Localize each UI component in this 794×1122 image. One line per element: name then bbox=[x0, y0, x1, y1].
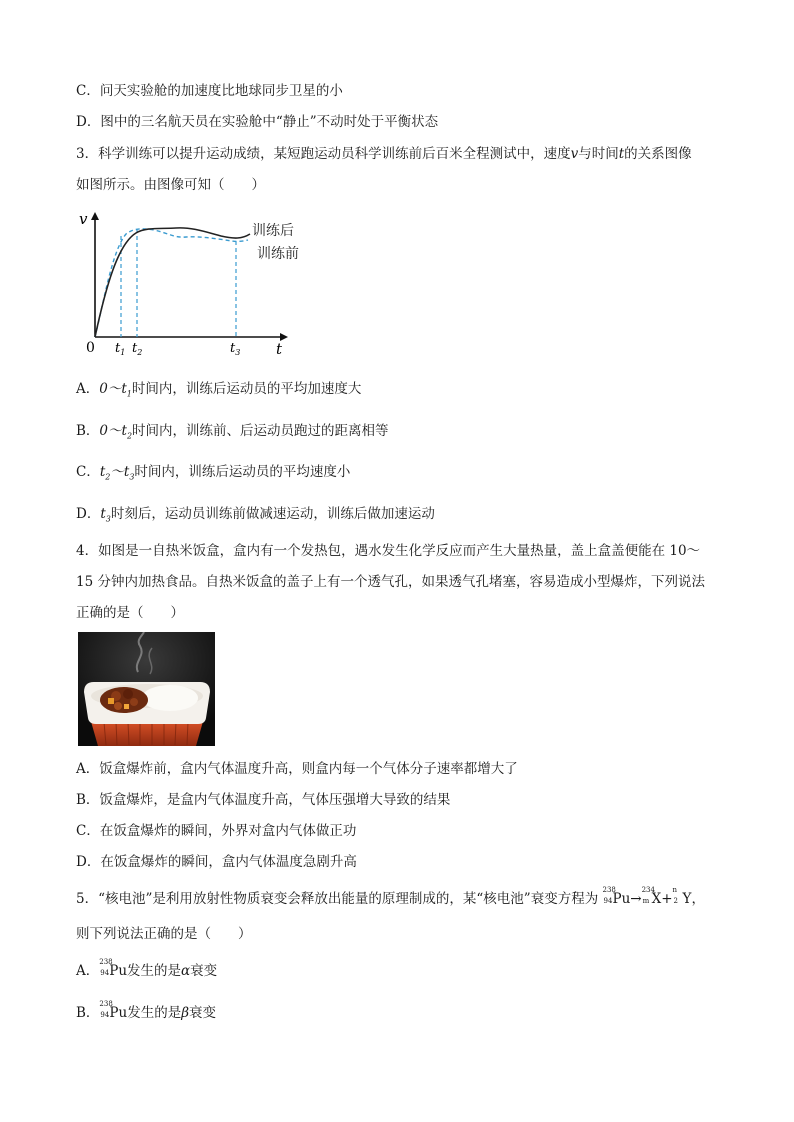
atomic-number: 94 bbox=[603, 897, 613, 905]
rice bbox=[142, 685, 198, 711]
option-t: t bbox=[100, 506, 106, 522]
q3-stem-end: 的关系图像 bbox=[624, 146, 692, 162]
q4-option-b: B．饭盒爆炸，是盒内气体温度升高，气体压强增大导致的结果 bbox=[76, 792, 451, 808]
q3-stem-line-1 bbox=[76, 145, 692, 163]
nuclide-x bbox=[641, 886, 662, 908]
option-prefix: A． bbox=[76, 963, 100, 979]
option-text: 时刻后，运动员训练前做减速运动，训练后做加速运动 bbox=[110, 506, 435, 522]
atomic-number: m bbox=[642, 897, 650, 905]
q4-option-d: D．在饭盒爆炸的瞬间，盒内气体温度急剧升高 bbox=[76, 854, 357, 870]
q5-option-b bbox=[76, 1000, 217, 1022]
mass-number: n bbox=[672, 886, 678, 894]
option-range: 0～t bbox=[99, 423, 127, 439]
option-prefix: D． bbox=[76, 506, 101, 522]
option-end: 衰变 bbox=[190, 963, 218, 979]
label-after-training: 训练后 bbox=[252, 223, 294, 239]
nuclide-y bbox=[672, 886, 692, 908]
mass-number: 238 bbox=[99, 958, 113, 966]
element-symbol: Pu bbox=[612, 891, 631, 907]
alpha-symbol: α bbox=[181, 963, 191, 979]
y-axis-label: v bbox=[79, 210, 88, 228]
carrot-piece bbox=[108, 698, 114, 704]
q5-stem-end: ， bbox=[691, 891, 705, 907]
q3-option-b bbox=[76, 422, 389, 446]
carrot-piece bbox=[124, 704, 129, 709]
origin-label: 0 bbox=[86, 340, 95, 356]
y-axis-arrow bbox=[91, 212, 99, 220]
q5-option-a bbox=[76, 958, 218, 980]
atomic-number: 94 bbox=[100, 1011, 110, 1019]
nuclide-pu bbox=[602, 886, 631, 908]
option-sub: 1 bbox=[126, 389, 132, 399]
reaction-arrow: → bbox=[630, 891, 642, 907]
velocity-time-chart bbox=[76, 206, 316, 358]
option-prefix: B． bbox=[76, 1005, 100, 1021]
q4-option-c: C．在饭盒爆炸的瞬间，外界对盒内气体做正功 bbox=[76, 823, 357, 839]
option-prefix: A． bbox=[76, 381, 100, 397]
q5-stem-line-2: 则下列说法正确的是（ ） bbox=[76, 926, 252, 942]
option-prefix: C． bbox=[76, 464, 100, 480]
q3-option-c bbox=[76, 463, 350, 487]
rice-box-illustration bbox=[78, 632, 215, 746]
option-sub: 2 bbox=[126, 431, 133, 441]
option-sub: 3 bbox=[129, 472, 135, 482]
x-axis-label: t bbox=[276, 340, 283, 358]
tick-t2: $t_2$ bbox=[132, 341, 143, 357]
q3-option-a bbox=[76, 380, 361, 404]
atomic-number: 94 bbox=[100, 969, 110, 977]
option-text: 发生的是 bbox=[127, 1005, 182, 1021]
q3-option-d bbox=[76, 505, 435, 529]
option-text: 时间内，训练后运动员的平均加速度大 bbox=[131, 381, 362, 397]
beta-symbol: β bbox=[181, 1005, 190, 1021]
element-symbol: Y bbox=[682, 891, 692, 907]
tick-t1: $t_1$ bbox=[115, 341, 126, 357]
q5-stem-text: 5．“核电池”是利用放射性物质衰变会释放出能量的原理制成的，某“核电池”衰变方程为 bbox=[76, 891, 599, 907]
option-range: 0～t bbox=[99, 381, 127, 397]
q3-stem-text: 3．科学训练可以提升运动成绩，某短跑运动员科学训练前后百米全程测试中，速度 bbox=[76, 146, 571, 162]
q2-option-c: C．问天实验舱的加速度比地球同步卫星的小 bbox=[76, 83, 343, 99]
nuclide-pu bbox=[99, 958, 128, 980]
q3-stem-line-2: 如图所示。由图像可知（ ） bbox=[76, 177, 265, 193]
mass-number: 238 bbox=[99, 1000, 113, 1008]
meat-dish bbox=[100, 687, 148, 713]
series-after-training bbox=[95, 228, 250, 337]
q2-option-d: D．图中的三名航天员在实验舱中“静止”不动时处于平衡状态 bbox=[76, 114, 439, 130]
element-symbol: X bbox=[651, 891, 662, 907]
mass-number: 234 bbox=[641, 886, 655, 894]
option-text: 发生的是 bbox=[127, 963, 182, 979]
q4-option-a: A．饭盒爆炸前，盒内气体温度升高，则盒内每一个气体分子速率都增大了 bbox=[76, 761, 518, 777]
element-symbol: Pu bbox=[109, 963, 128, 979]
q4-stem-line-2: 15 分钟内加热食品。自热米饭盒的盖子上有一个透气孔，如果透气孔堵塞，容易造成小型爆炸，下列说法 bbox=[76, 574, 705, 590]
q3-stem-mid: 与时间 bbox=[578, 146, 619, 162]
var-t: t bbox=[618, 146, 625, 162]
q4-stem-line-1: 4．如图是一自热米饭盒，盒内有一个发热包，遇水发生化学反应而产生大量热量，盖上盒盖便能在 10～ bbox=[76, 543, 701, 559]
option-sub: 3 bbox=[105, 514, 111, 524]
option-end: 衰变 bbox=[189, 1005, 217, 1021]
option-t: t bbox=[99, 464, 106, 480]
self-heating-rice-box-image bbox=[78, 632, 215, 746]
var-v: v bbox=[570, 146, 579, 162]
mass-number: 238 bbox=[602, 886, 616, 894]
plus-sign: + bbox=[661, 891, 673, 907]
q5-stem-line-1 bbox=[76, 886, 705, 908]
series-before-training bbox=[95, 229, 248, 337]
option-text: 时间内，训练前、后运动员跑过的距离相等 bbox=[132, 423, 389, 439]
tick-t3: $t_3$ bbox=[230, 341, 241, 357]
element-symbol: Pu bbox=[109, 1005, 128, 1021]
option-sub: 2 bbox=[105, 472, 111, 482]
option-prefix: B． bbox=[76, 423, 100, 439]
option-text: 时间内，训练后运动员的平均速度小 bbox=[134, 464, 351, 480]
label-before-training: 训练前 bbox=[257, 246, 299, 262]
q4-stem-line-3: 正确的是（ ） bbox=[76, 605, 184, 621]
nuclide-pu bbox=[99, 1000, 128, 1022]
atomic-number: 2 bbox=[673, 897, 678, 905]
option-range: ～t bbox=[110, 464, 130, 480]
